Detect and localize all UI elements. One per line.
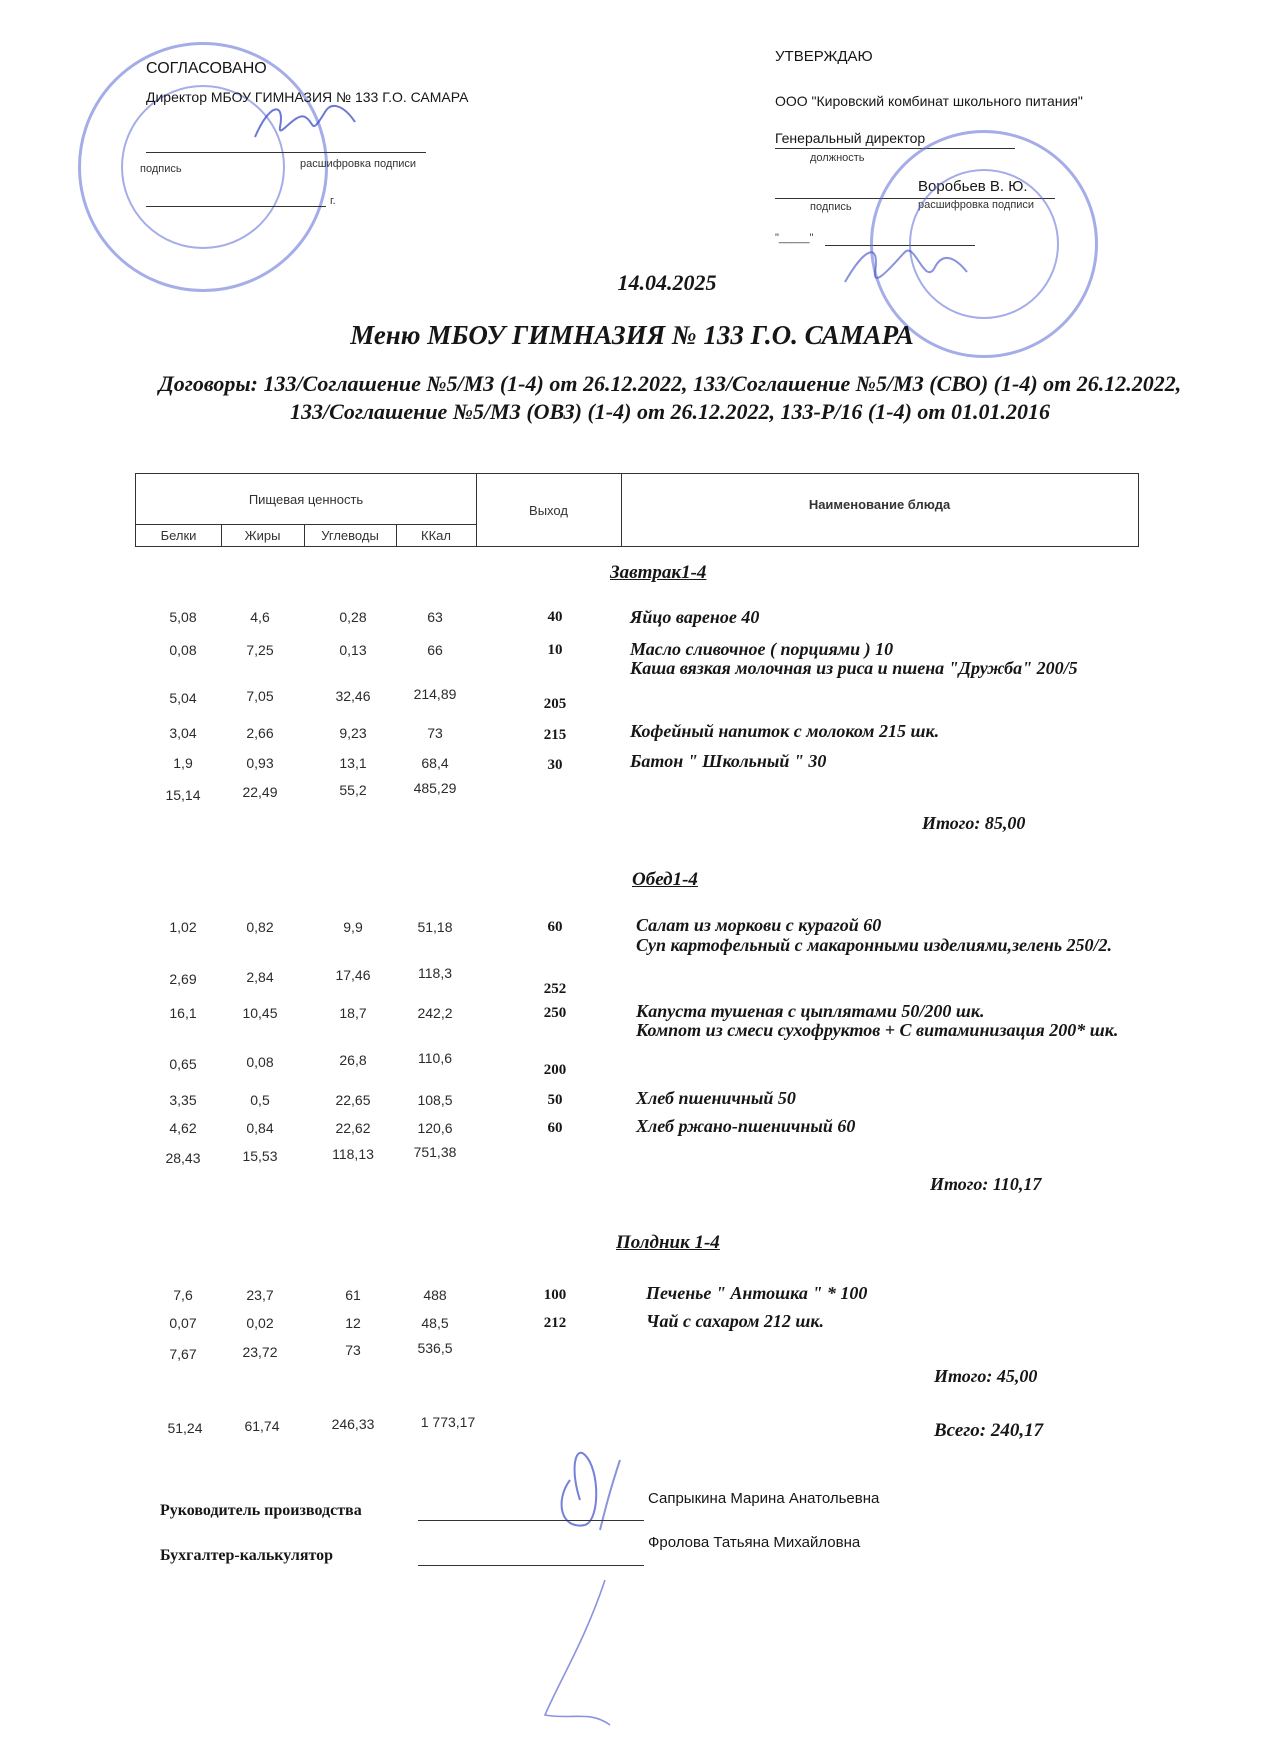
section-title-snack: Полдник 1-4 [616, 1232, 720, 1253]
dish-name: Чай с сахаром 212 шк. [646, 1311, 825, 1331]
itogo-breakfast: Итого: 85,00 [922, 813, 1026, 833]
zhiry-value: 2,84 [246, 969, 274, 985]
belki-value: 3,04 [169, 725, 197, 741]
header-nutrition: Пищевая ценность [248, 491, 364, 507]
uglevody-value: 0,28 [339, 609, 367, 625]
zhiry-value: 0,5 [250, 1092, 270, 1108]
belki-value: 0,07 [169, 1315, 197, 1331]
dish-name: Хлеб ржано-пшеничный 60 [636, 1116, 856, 1136]
table-row [0, 751, 1264, 783]
uglevody-value: 22,65 [335, 1092, 371, 1108]
header-vyhod: Выход [529, 502, 568, 518]
approval-right-podpis: подпись [810, 201, 852, 213]
uglevody-value: 13,1 [339, 755, 367, 771]
left-signature [250, 92, 360, 152]
kkal-total: 751,38 [413, 1144, 457, 1160]
approval-left-podpis: подпись [140, 163, 182, 175]
header-dish-name: Наименование блюда [808, 496, 951, 512]
zhiry-value: 0,02 [246, 1315, 274, 1331]
output-value: 212 [543, 1315, 567, 1331]
uglevody-value: 9,9 [343, 919, 363, 935]
approval-right-name: Воробьев В. Ю. [918, 178, 1028, 195]
approval-right-rasshifrovka: расшифровка подписи [918, 199, 1035, 211]
zhiry-value: 23,7 [246, 1287, 274, 1303]
uglevody-total: 55,2 [339, 782, 367, 798]
total-row [0, 1342, 1264, 1370]
approval-right-position: Генеральный директор [775, 130, 926, 146]
itogo-snack: Итого: 45,00 [934, 1366, 1038, 1386]
accountant-name: Фролова Татьяна Михайловна [648, 1534, 861, 1551]
output-value: 252 [543, 981, 567, 997]
dish-name: Яйцо вареное 40 [630, 607, 760, 627]
kkal-value: 73 [427, 725, 443, 741]
accountant-sign-line [418, 1565, 644, 1566]
dish-name: Масло сливочное ( порциями ) 10 [630, 639, 894, 659]
document-title: Меню МБОУ ГИМНАЗИЯ № 133 Г.О. САМАРА [350, 320, 914, 350]
table-header [135, 473, 1139, 547]
dish-name: Суп картофельный с макаронными изделиями,зелень 250/2. [636, 935, 1113, 955]
uglevody-value: 0,13 [339, 642, 367, 658]
zhiry-value: 7,25 [246, 642, 274, 658]
approval-right-quote: "_____" [775, 232, 814, 244]
zhiry-value: 2,66 [246, 725, 274, 741]
zhiry-grand-total: 61,74 [244, 1418, 280, 1434]
zhiry-total: 15,53 [242, 1148, 278, 1164]
accountant-label: Бухгалтер-калькулятор [160, 1547, 334, 1564]
approval-left-g: г. [330, 195, 336, 207]
approval-left-date-line [146, 206, 326, 207]
belki-total: 28,43 [165, 1150, 201, 1166]
dish-name: Батон " Школьный " 30 [630, 751, 827, 771]
output-value: 40 [547, 609, 563, 625]
zhiry-value: 4,6 [250, 609, 270, 625]
approval-right-title: УТВЕРЖДАЮ [775, 48, 873, 65]
approval-left-line: Директор МБОУ ГИМНАЗИЯ № 133 Г.О. САМАРА [146, 89, 469, 105]
section-title-lunch: Обед1-4 [632, 869, 698, 890]
output-value: 205 [543, 696, 567, 712]
belki-value: 4,62 [169, 1120, 197, 1136]
kkal-value: 48,5 [421, 1315, 449, 1331]
output-value: 60 [547, 919, 563, 935]
output-value: 215 [543, 727, 567, 743]
kkal-value: 214,89 [413, 686, 457, 702]
vsego-total: Всего: 240,17 [934, 1420, 1044, 1441]
header-belki: Белки [160, 527, 197, 543]
belki-value: 5,04 [169, 690, 197, 706]
dish-name: Хлеб пшеничный 50 [636, 1088, 796, 1108]
kkal-grand-total: 1 773,17 [420, 1414, 476, 1430]
approval-left-sign-line [146, 152, 426, 153]
manager-name: Сапрыкина Марина Анатольевна [648, 1490, 880, 1507]
output-value: 50 [547, 1092, 563, 1108]
uglevody-grand-total: 246,33 [331, 1416, 375, 1432]
zhiry-value: 7,05 [246, 688, 274, 704]
left-stamp [78, 42, 328, 292]
output-value: 250 [543, 1005, 567, 1021]
output-value: 100 [543, 1287, 567, 1303]
uglevody-value: 61 [345, 1287, 361, 1303]
document-contracts: Договоры: 133/Соглашение №5/МЗ (1-4) от 26.12.2022, 133/Соглашение №5/МЗ (СВО) (1-4) от 26.12.2022, 133/Соглашение №5/МЗ (ОВЗ) (1-4) от 26.12.2022, 133-Р/16 (1-4) от 01.01.2016 [158, 371, 1182, 424]
header-zhiry: Жиры [244, 527, 281, 543]
belki-value: 5,08 [169, 609, 197, 625]
output-value: 10 [547, 642, 563, 658]
header-uglevody: Углеводы [321, 527, 379, 543]
section-title-breakfast: Завтрак1-4 [610, 562, 707, 583]
belki-value: 0,08 [169, 642, 197, 658]
belki-value: 3,35 [169, 1092, 197, 1108]
zhiry-total: 22,49 [242, 784, 278, 800]
zhiry-value: 0,08 [246, 1054, 274, 1070]
dish-name: Компот из смеси сухофруктов + С витаминизация 200* шк. [636, 1020, 1119, 1040]
total-row [0, 782, 1264, 810]
kkal-value: 110,6 [418, 1050, 452, 1066]
dish-name: Печенье " Антошка " * 100 [646, 1283, 868, 1303]
signature-scribble [530, 1440, 640, 1740]
kkal-value: 118,3 [418, 965, 452, 981]
belki-value: 2,69 [169, 971, 197, 987]
zhiry-value: 0,93 [246, 755, 274, 771]
approval-left-rasshifrovka: расшифровка подписи [300, 158, 417, 170]
manager-label: Руководитель производства [160, 1502, 362, 1519]
document-date: 14.04.2025 [617, 270, 717, 295]
header-kkal: ККал [421, 527, 451, 543]
belki-total: 7,67 [169, 1346, 197, 1362]
manager-sign-line [418, 1520, 644, 1521]
zhiry-value: 0,82 [246, 919, 274, 935]
uglevody-value: 26,8 [339, 1052, 367, 1068]
kkal-value: 51,18 [417, 919, 453, 935]
output-value: 30 [547, 757, 563, 773]
belki-value: 0,65 [169, 1056, 197, 1072]
uglevody-value: 22,62 [335, 1120, 371, 1136]
total-row [0, 1146, 1264, 1174]
uglevody-total: 118,13 [332, 1146, 374, 1162]
belki-total: 15,14 [165, 787, 201, 803]
kkal-total: 485,29 [413, 780, 457, 796]
kkal-value: 108,5 [417, 1092, 453, 1108]
dish-name: Кофейный напиток с молоком 215 шк. [630, 721, 940, 741]
kkal-value: 68,4 [421, 755, 449, 771]
kkal-value: 242,2 [417, 1005, 453, 1021]
uglevody-value: 32,46 [335, 688, 371, 704]
dish-name: Каша вязкая молочная из риса и пшена "Дружба" 200/5 [630, 658, 1078, 678]
belki-grand-total: 51,24 [167, 1420, 203, 1436]
approval-right-dolzhnost: должность [810, 152, 865, 164]
kkal-total: 536,5 [417, 1340, 453, 1356]
output-value: 200 [543, 1062, 567, 1078]
belki-value: 7,6 [173, 1287, 193, 1303]
kkal-value: 488 [423, 1287, 447, 1303]
output-value: 60 [547, 1120, 563, 1136]
uglevody-value: 18,7 [339, 1005, 367, 1021]
uglevody-value: 12 [345, 1315, 361, 1331]
approval-right-org: ООО "Кировский комбинат школьного питания" [775, 93, 1083, 109]
uglevody-value: 17,46 [335, 967, 371, 983]
kkal-value: 120,6 [417, 1120, 453, 1136]
belki-value: 1,9 [173, 755, 193, 771]
table-row [0, 1116, 1264, 1148]
table-row [0, 609, 1264, 637]
zhiry-total: 23,72 [242, 1344, 278, 1360]
zhiry-value: 0,84 [246, 1120, 274, 1136]
kkal-value: 63 [427, 609, 443, 625]
belki-value: 1,02 [169, 919, 197, 935]
belki-value: 16,1 [169, 1005, 197, 1021]
zhiry-value: 10,45 [242, 1005, 278, 1021]
itogo-lunch: Итого: 110,17 [930, 1174, 1042, 1194]
approval-left-title: СОГЛАСОВАНО [146, 60, 267, 77]
kkal-value: 66 [427, 642, 443, 658]
dish-name: Салат из моркови с курагой 60 [636, 915, 882, 935]
uglevody-total: 73 [345, 1342, 361, 1358]
uglevody-value: 9,23 [339, 725, 367, 741]
dish-name: Капуста тушеная с цыплятами 50/200 шк. [636, 1001, 985, 1021]
table-row [0, 1311, 1264, 1343]
